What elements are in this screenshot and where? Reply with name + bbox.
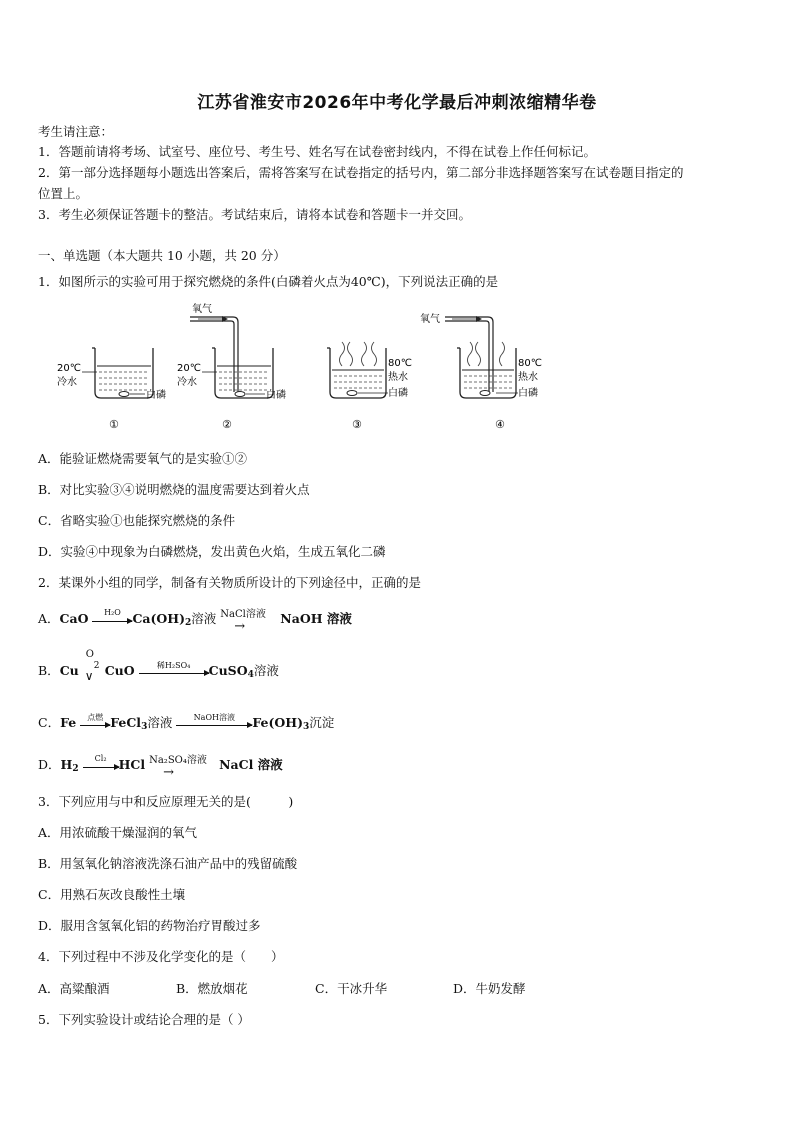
q2b-s2: CuO xyxy=(104,663,135,678)
q3-option-a: A．用浓硫酸干燥湿润的氧气 xyxy=(38,825,198,840)
notice-item-3: 3．考生必须保证答题卡的整洁。考试结束后，请将本试卷和答题卡一并交回。 xyxy=(38,207,471,222)
label-4: ④ xyxy=(495,418,505,431)
q2b-s3: CuSO xyxy=(208,663,248,678)
b4-oxygen: 氧气 xyxy=(420,314,440,325)
b1-phosphorus: 白磷 xyxy=(146,390,166,401)
beaker-4 xyxy=(420,312,542,431)
beaker-2 xyxy=(177,302,286,431)
q2c-arrow2: NaOH溶液 xyxy=(176,722,252,726)
q2-option-b: B．Cu O 2 ∨ CuO 稀H₂SO₄ CuSO$_4$溶液 xyxy=(38,648,279,683)
q2a-arrow2: NaCl溶液 → xyxy=(220,608,266,634)
q1-stem: 1．如图所示的实验可用于探究燃烧的条件(白磷着火点为40℃)，下列说法正确的是 xyxy=(38,274,499,289)
q3-option-b: B．用氢氧化钠溶液洗涤石油产品中的残留硫酸 xyxy=(38,856,298,871)
b3-water: 热水 xyxy=(388,372,408,383)
q2-option-a: A．CaO H₂O $Ca(OH)_2$溶液 NaCl溶液 → NaOH 溶液 xyxy=(38,607,352,634)
b2-oxygen: 氧气 xyxy=(192,304,212,315)
q2a-prefix: A． xyxy=(38,611,60,626)
q1-experiment-figure xyxy=(50,300,570,435)
label-1: ① xyxy=(109,418,119,431)
q2a-s1: CaO xyxy=(59,611,89,626)
b4-water: 热水 xyxy=(518,372,538,383)
q2d-arrow1: Cl₂ xyxy=(83,764,119,768)
b3-phosphorus: 白磷 xyxy=(388,388,408,399)
b4-phosphorus: 白磷 xyxy=(518,388,538,399)
label-3: ③ xyxy=(352,418,362,431)
beaker-1 xyxy=(57,348,166,431)
beaker-3 xyxy=(327,342,412,431)
q2c-arrow1: 点燃 xyxy=(80,722,110,726)
b2-phosphorus: 白磷 xyxy=(266,390,286,401)
q2-option-c: C．Fe 点燃 FeCl$_3$溶液 NaOH溶液 $Fe(OH)_3$沉淀 xyxy=(38,712,335,732)
q2d-arrow2: Na₂SO₄溶液 → xyxy=(149,754,207,780)
q4-option-a: A．高粱酿酒 xyxy=(38,981,110,996)
q2c-s1: Fe xyxy=(60,715,77,730)
q4-stem: 4．下列过程中不涉及化学变化的是（ ） xyxy=(38,949,284,964)
q4-option-b: B．燃放烟花 xyxy=(176,981,248,996)
q2b-prefix: B． xyxy=(38,663,60,678)
q3-option-d: D．服用含氢氧化铝的药物治疗胃酸过多 xyxy=(38,918,261,933)
b2-water: 冷水 xyxy=(177,377,197,388)
q2a-s3: NaOH 溶液 xyxy=(280,611,352,626)
q2-option-d: D．$H_2$ Cl₂ HCl Na₂SO₄溶液 → NaCl 溶液 xyxy=(38,753,283,780)
q3-stem: 3．下列应用与中和反应原理无关的是( ) xyxy=(38,794,294,809)
q1-option-c: C．省略实验①也能探究燃烧的条件 xyxy=(38,513,236,528)
q1-option-b: B．对比实验③④说明燃烧的温度需要达到着火点 xyxy=(38,482,310,497)
section-heading: 一、单选题（本大题共 10 小题，共 20 分） xyxy=(38,248,286,263)
q2d-s3: NaCl 溶液 xyxy=(219,757,283,772)
q5-stem: 5．下列实验设计或结论合理的是（ ） xyxy=(38,1012,250,1027)
q2b-arrow2: 稀H₂SO₄ xyxy=(139,670,209,674)
q2d-s2: HCl xyxy=(118,757,146,772)
b1-temp: 20℃ xyxy=(57,363,81,374)
q2a-s2: Ca(OH) xyxy=(132,611,186,626)
q1-option-a: A．能验证燃烧需要氧气的是实验①② xyxy=(38,451,248,466)
q2b-s1: Cu xyxy=(59,663,79,678)
b2-temp: 20℃ xyxy=(177,363,201,374)
q2d-s1: H xyxy=(60,757,73,772)
b4-temp: 80℃ xyxy=(518,358,542,369)
q4-option-d: D．牛奶发酵 xyxy=(453,981,526,996)
q2c-s3: Fe(OH) xyxy=(252,715,303,730)
q1-option-d: D．实验④中现象为白磷燃烧，发出黄色火焰，生成五氧化二磷 xyxy=(38,544,386,559)
q2-stem: 2．某课外小组的同学，制备有关物质所设计的下列途径中，正确的是 xyxy=(38,575,421,590)
q3-option-c: C．用熟石灰改良酸性土壤 xyxy=(38,887,186,902)
notice-item-2: 2．第一部分选择题每小题选出答案后，需将答案写在试卷指定的括号内，第二部分非选择题答案写在试卷题目指定的 xyxy=(38,165,684,180)
page-title: 江苏省淮安市2026年中考化学最后冲刺浓缩精华卷 xyxy=(197,93,597,113)
b3-temp: 80℃ xyxy=(388,358,412,369)
q2c-prefix: C． xyxy=(38,715,61,730)
b1-water: 冷水 xyxy=(57,377,77,388)
q2c-s2: FeCl xyxy=(110,715,142,730)
q2a-arrow1: H₂O xyxy=(92,618,132,622)
q2d-prefix: D． xyxy=(38,757,61,772)
label-2: ② xyxy=(222,418,232,431)
q4-option-c: C．干冰升华 xyxy=(315,981,388,996)
notice-item-2-cont: 位置上。 xyxy=(38,186,89,201)
q2b-arrow1: O 2 ∨ xyxy=(84,648,100,683)
notice-item-1: 1．答题前请将考场、试室号、座位号、考生号、姓名写在试卷密封线内，不得在试卷上作任何标记。 xyxy=(38,144,596,159)
notice-heading: 考生请注意： xyxy=(38,124,114,139)
